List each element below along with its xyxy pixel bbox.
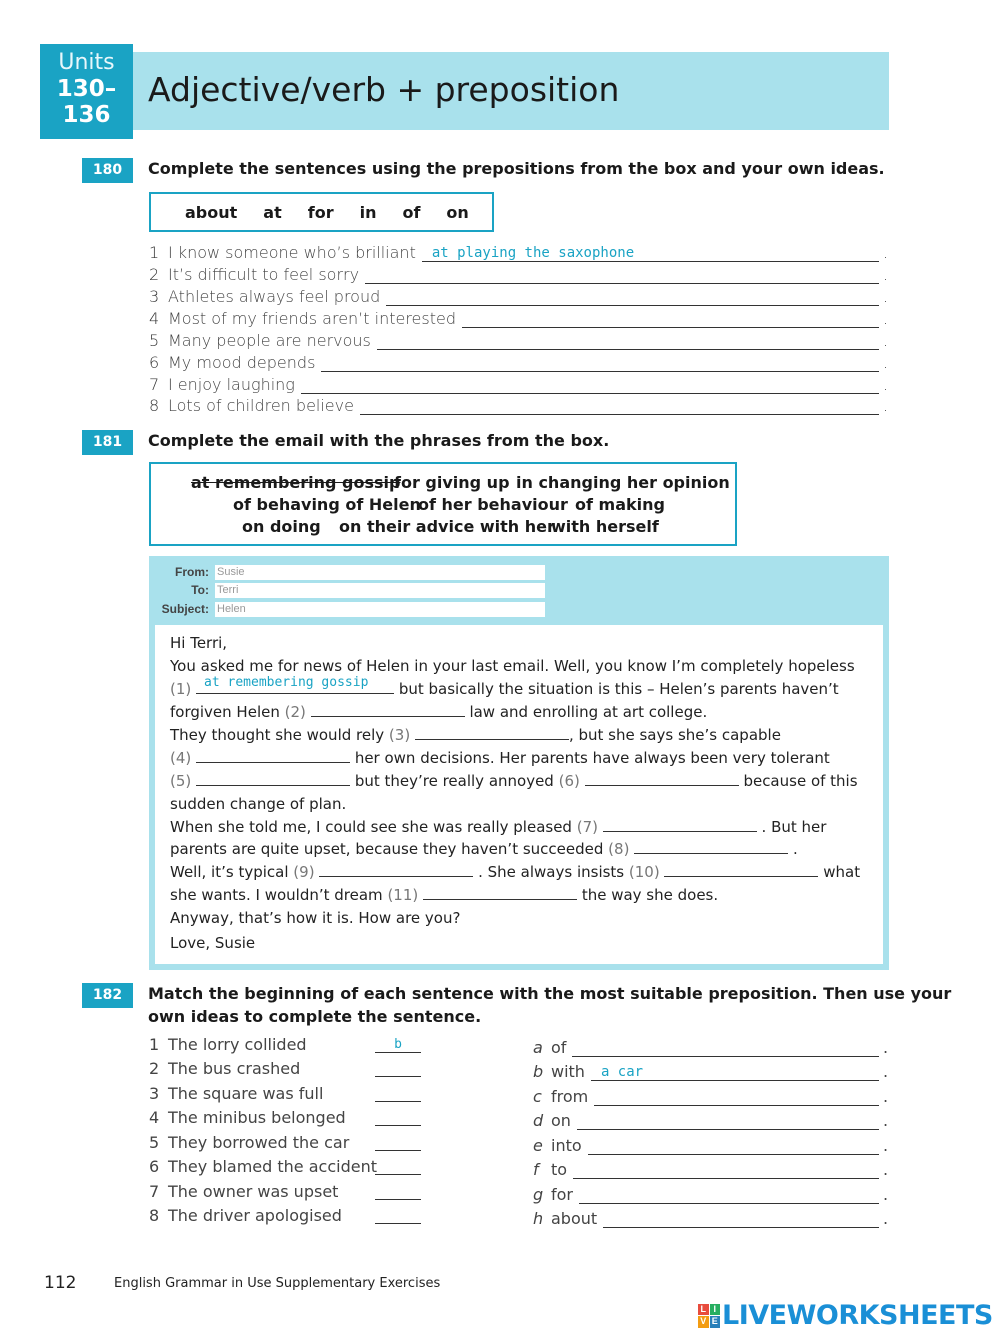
email-text: her own decisions. Her parents have always been very tolerant [354, 749, 830, 767]
match-left-row [149, 1182, 429, 1204]
completion-input[interactable] [603, 1212, 879, 1228]
end-punct: . [883, 1111, 889, 1130]
page-number: 112 [44, 1273, 77, 1293]
box-word: at [263, 202, 282, 222]
unit-range-1: 130– [56, 76, 117, 102]
email-line [170, 838, 798, 860]
end-punct: . [883, 1087, 889, 1106]
match-right-row [533, 1059, 889, 1081]
box-phrase: with herself [551, 517, 659, 536]
gap-number: (8) [608, 840, 630, 858]
box-phrase: of behaving of Helen [233, 495, 421, 514]
email-body [155, 625, 883, 964]
answer-input[interactable] [462, 312, 879, 328]
match-number: 8 [149, 1206, 160, 1225]
email-line [170, 701, 707, 723]
liveworksheets-logo [698, 1300, 993, 1331]
email-text: but basically the situation is this – Helen’s parents haven’t [398, 680, 839, 698]
gap-number: (9) [293, 863, 315, 881]
logo-letter: V [698, 1316, 709, 1328]
email-line [170, 724, 781, 746]
gap-number: (11) [387, 886, 419, 904]
match-number: 2 [149, 1059, 160, 1078]
match-right-row [533, 1182, 889, 1204]
page-title: Adjective/verb + preposition [148, 70, 620, 109]
completion-input[interactable] [591, 1065, 879, 1081]
match-text: The minibus belonged [168, 1108, 346, 1127]
match-letter-input[interactable] [375, 1037, 421, 1053]
email-window [149, 556, 889, 970]
title-band [133, 52, 889, 130]
email-text: Well, it’s typical [170, 863, 289, 881]
gap-number: (5) [170, 772, 192, 790]
sentence-row [149, 262, 889, 284]
answer-text: at playing the saxophone [431, 245, 635, 261]
answer-input[interactable] [365, 268, 879, 284]
sentence-number: 4 [149, 309, 160, 328]
sentence-row [149, 328, 889, 350]
match-right-row [533, 1108, 889, 1130]
completion-input[interactable] [573, 1163, 879, 1179]
match-letter-input[interactable] [375, 1159, 421, 1175]
sentence-row [149, 350, 889, 372]
match-left-row [149, 1059, 429, 1081]
end-punct: . [883, 309, 889, 328]
gap-number: (6) [558, 772, 580, 790]
answer-input[interactable] [422, 246, 879, 262]
end-punct: . [883, 287, 889, 306]
end-punct: . [883, 396, 889, 415]
logo-letter: E [710, 1316, 721, 1328]
match-left-row [149, 1084, 429, 1106]
email-text: parents are quite upset, because they haven’t succeeded [170, 840, 604, 858]
preposition: from [551, 1087, 589, 1106]
email-text: what [823, 863, 861, 881]
box-word: in [359, 202, 377, 222]
sentence-text: I know someone who’s brilliant [168, 243, 416, 262]
match-text: The square was full [168, 1084, 324, 1103]
answer-input[interactable] [377, 334, 879, 350]
sentence-number: 8 [149, 396, 160, 415]
preposition-letter: a [533, 1038, 543, 1057]
email-text: , but she says she’s capable [568, 726, 781, 744]
gap-1-answer: at remembering gossip [204, 675, 369, 690]
end-punct: . [883, 1209, 889, 1228]
book-title: English Grammar in Use Supplementary Exercises [114, 1276, 441, 1291]
gap-7-input[interactable] [603, 817, 757, 832]
match-letter-input[interactable] [375, 1086, 421, 1102]
box-phrase: of her behaviour [418, 495, 568, 514]
box-phrase: on doing [242, 517, 321, 536]
email-line: sudden change of plan. [170, 795, 347, 813]
logo-letter: I [710, 1304, 721, 1316]
match-letter-input[interactable] [375, 1110, 421, 1126]
sentence-text: Lots of children believe [168, 396, 354, 415]
gap-2-input[interactable] [311, 702, 465, 717]
match-left-row [149, 1108, 429, 1130]
subject-field[interactable]: Helen [215, 602, 545, 617]
email-text: forgiven Helen [170, 703, 280, 721]
end-punct: . [883, 265, 889, 284]
end-punct: . [883, 1038, 889, 1057]
exercise-number-182: 182 [82, 983, 133, 1008]
completion-input[interactable] [579, 1188, 879, 1204]
from-field[interactable]: Susie [215, 565, 545, 580]
sentence-row [149, 372, 889, 394]
email-text: . But her [761, 818, 827, 836]
sentence-number: 5 [149, 331, 160, 350]
preposition: to [551, 1160, 568, 1179]
answer-input[interactable] [386, 290, 879, 306]
sentence-number: 6 [149, 353, 160, 372]
from-label: From: [175, 565, 209, 579]
email-greeting: Hi Terri, [170, 634, 228, 652]
email-line: You asked me for news of Helen in your last email. Well, you know I’m completely hopeless [170, 657, 855, 675]
sentence-number: 3 [149, 287, 160, 306]
match-letter-input[interactable] [375, 1184, 421, 1200]
sentence-text: It’s difficult to feel sorry [168, 265, 360, 284]
match-number: 1 [149, 1035, 160, 1054]
sentence-number: 2 [149, 265, 160, 284]
sentence-row [149, 240, 889, 262]
match-text: The driver apologised [168, 1206, 342, 1225]
gap-number: (3) [388, 726, 411, 744]
preposition: for [551, 1185, 573, 1204]
match-text: They borrowed the car [168, 1133, 350, 1152]
sentence-number: 7 [149, 375, 160, 394]
preposition-box [149, 192, 494, 232]
completion-input[interactable] [588, 1139, 879, 1155]
match-text: They blamed the accident [168, 1157, 377, 1176]
completion-input[interactable] [572, 1041, 879, 1057]
match-number: 4 [149, 1108, 160, 1127]
preposition: of [551, 1038, 567, 1057]
preposition-letter: d [533, 1111, 544, 1130]
to-field[interactable]: Terri [215, 583, 545, 598]
email-text: law and enrolling at art college. [469, 703, 708, 721]
box-word: for [307, 202, 334, 222]
match-right-row [533, 1035, 889, 1057]
preposition-letter: e [533, 1136, 543, 1155]
sentence-row [149, 393, 889, 415]
gap-number: (1) [170, 680, 192, 698]
end-punct: . [883, 1136, 889, 1155]
match-letter-answer: b [394, 1037, 402, 1052]
match-right-row [533, 1157, 889, 1179]
gap-number: (10) [628, 863, 660, 881]
end-punct: . [883, 243, 889, 262]
preposition-letter: b [533, 1062, 544, 1081]
sentence-text: I enjoy laughing [168, 375, 295, 394]
phrase-box [149, 462, 737, 546]
match-left-row [149, 1157, 429, 1179]
match-letter-input[interactable] [375, 1135, 421, 1151]
sentence-text: My mood depends [168, 353, 316, 372]
match-right-row [533, 1133, 889, 1155]
answer-input[interactable] [301, 378, 879, 394]
exercise-181-instruction: Complete the email with the phrases from the box. [148, 431, 610, 450]
end-punct: . [883, 1185, 889, 1204]
end-punct: . [883, 1062, 889, 1081]
preposition: about [551, 1209, 598, 1228]
sentence-text: Athletes always feel proud [168, 287, 381, 306]
match-left-row [149, 1133, 429, 1155]
sentence-text: Most of my friends aren’t interested [168, 309, 456, 328]
gap-8-input[interactable] [634, 839, 788, 854]
preposition: into [551, 1136, 582, 1155]
answer-input[interactable] [360, 399, 879, 415]
liveworksheets-icon [698, 1304, 720, 1328]
box-phrase: of making [575, 495, 665, 514]
unit-badge [40, 44, 133, 139]
box-phrase: for giving up [394, 473, 510, 492]
email-signoff: Love, Susie [170, 934, 256, 952]
gap-11-input[interactable] [423, 885, 577, 900]
gap-number: (7) [576, 818, 598, 836]
box-word: about [185, 202, 238, 222]
answer-input[interactable] [321, 356, 879, 372]
box-phrase: on their advice with her [339, 517, 555, 536]
match-right-row [533, 1084, 889, 1106]
completion-input[interactable] [577, 1114, 879, 1130]
liveworksheets-wordmark: LIVEWORKSHEETS [722, 1300, 993, 1331]
unit-label: Units [58, 50, 115, 75]
match-left-row [149, 1206, 429, 1228]
box-phrase: in changing her opinion [516, 473, 730, 492]
gap-3-input[interactable] [415, 725, 569, 740]
exercise-182-instruction-1: Match the beginning of each sentence with the most suitable preposition. Then use your [148, 984, 952, 1003]
exercise-182-instruction-2: own ideas to complete the sentence. [148, 1007, 482, 1026]
preposition: on [551, 1111, 571, 1130]
match-number: 7 [149, 1182, 160, 1201]
preposition-letter: h [533, 1209, 544, 1228]
gap-10-input[interactable] [664, 862, 818, 877]
email-line [170, 884, 718, 906]
preposition: with [551, 1062, 585, 1081]
email-text: . She always insists [478, 863, 625, 881]
exercise-180-instruction: Complete the sentences using the prepositions from the box and your own ideas. [148, 159, 885, 178]
end-punct: . [883, 1160, 889, 1179]
preposition-letter: c [533, 1087, 542, 1106]
match-number: 5 [149, 1133, 160, 1152]
match-text: The bus crashed [168, 1059, 301, 1078]
email-line [170, 770, 858, 792]
match-left-row [149, 1035, 429, 1057]
match-letter-input[interactable] [375, 1208, 421, 1224]
email-line [170, 861, 860, 883]
email-line [170, 816, 826, 838]
end-punct: . [883, 375, 889, 394]
match-letter-input[interactable] [375, 1061, 421, 1077]
sentence-text: Many people are nervous [168, 331, 371, 350]
exercise-number-181: 181 [82, 430, 133, 455]
end-punct: . [883, 331, 889, 350]
gap-5-input[interactable] [196, 771, 350, 786]
preposition-letter: f [533, 1160, 539, 1179]
sentence-number: 1 [149, 243, 160, 262]
end-punct: . [883, 353, 889, 372]
match-right-row [533, 1206, 889, 1228]
gap-4-input[interactable] [196, 748, 350, 763]
unit-range-2: 136 [62, 102, 111, 128]
box-phrase-used: at remembering gossip [191, 473, 401, 492]
sentence-row [149, 306, 889, 328]
logo-letter: L [698, 1304, 709, 1316]
gap-1-input[interactable] [196, 675, 394, 694]
email-text: . [792, 840, 798, 858]
gap-6-input[interactable] [585, 771, 739, 786]
email-text: When she told me, I could see she was really pleased [170, 818, 572, 836]
match-number: 6 [149, 1157, 160, 1176]
email-line [170, 675, 839, 700]
exercise-number-180: 180 [82, 158, 133, 183]
box-word: on [446, 202, 469, 222]
gap-9-input[interactable] [319, 862, 473, 877]
subject-label: Subject: [161, 602, 209, 616]
completion-input[interactable] [594, 1090, 879, 1106]
email-text: the way she does. [581, 886, 719, 904]
email-line [170, 747, 830, 769]
gap-number: (4) [170, 749, 192, 767]
email-line: Anyway, that’s how it is. How are you? [170, 909, 461, 927]
to-label: To: [191, 583, 209, 597]
preposition-letter: g [533, 1185, 544, 1204]
match-text: The owner was upset [168, 1182, 339, 1201]
email-text: They thought she would rely [170, 726, 385, 744]
box-word: of [402, 202, 421, 222]
email-text: because of this [743, 772, 858, 790]
email-text: but they’re really annoyed [354, 772, 554, 790]
sentence-row [149, 284, 889, 306]
gap-number: (2) [284, 703, 306, 721]
completion-answer: a car [600, 1064, 644, 1080]
email-text: she wants. I wouldn’t dream [170, 886, 383, 904]
match-number: 3 [149, 1084, 160, 1103]
match-text: The lorry collided [168, 1035, 307, 1054]
